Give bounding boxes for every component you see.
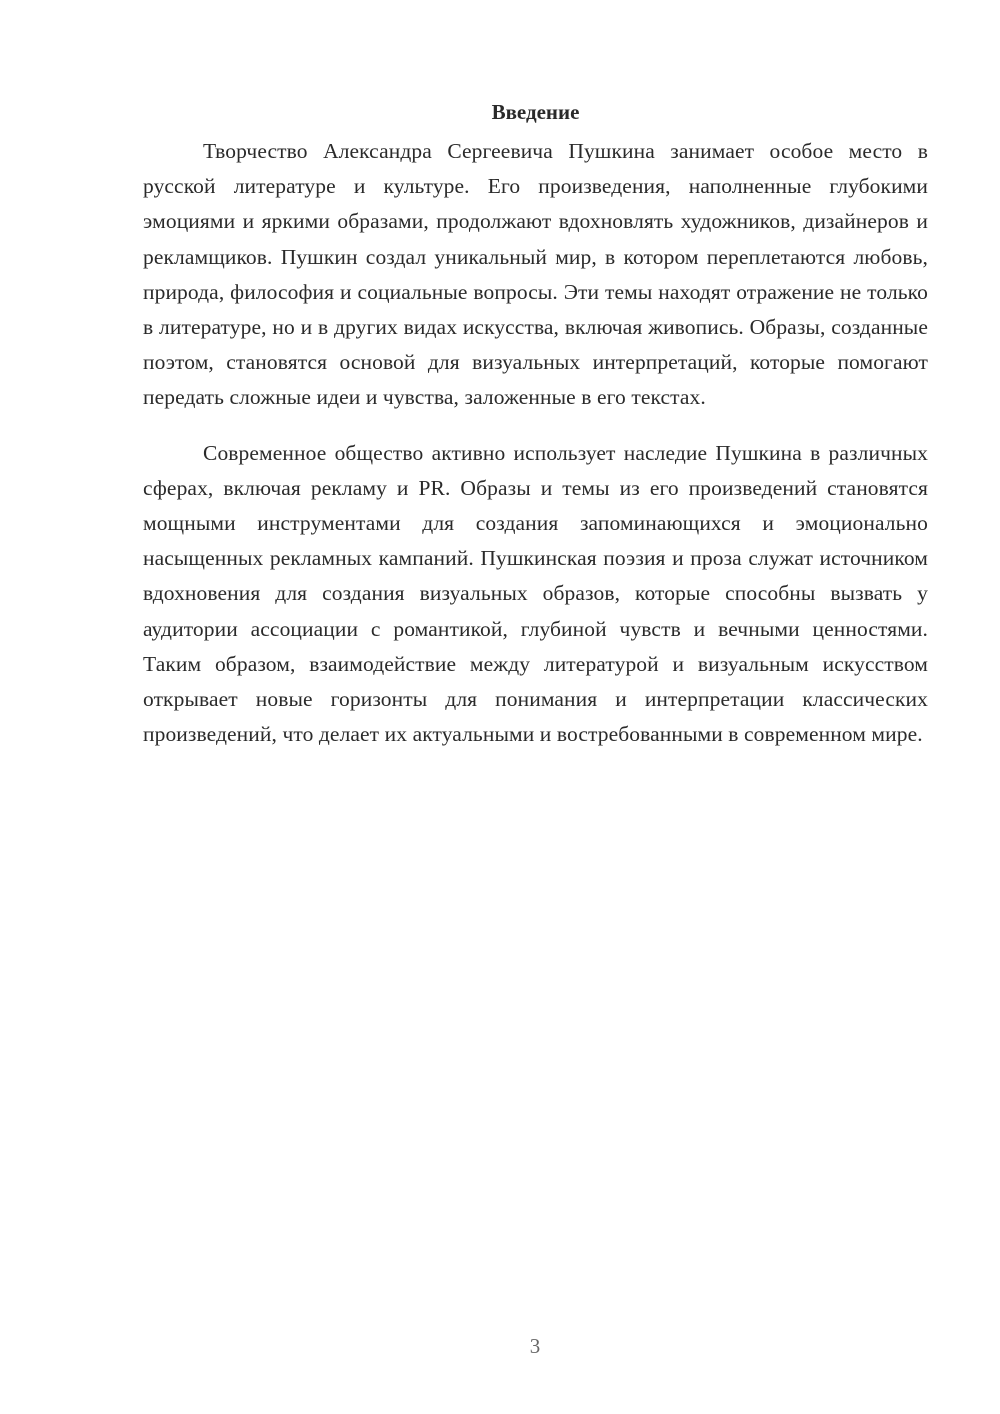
page-number: 3 xyxy=(529,1334,541,1358)
page-content xyxy=(143,96,928,752)
paragraph-1: Творчество Александра Сергеевича Пушкина занимает особое место в русской литературе и культуре. Его произведения, наполненные глубокими эмоциями и яркими образами, продолжают вдохновлять художников, дизайнеров и рекламщиков. Пушкин создал уникальный мир, в котором переплетаются любовь, природа, философия и социальные вопросы. Эти темы находят отражение не только в литературе, но и в других видах искусства, включая живопись. Образы, созданные поэтом, становятся основой для визуальных интерпретаций, которые помогают передать сложные идеи и чувства, заложенные в его текстах. xyxy=(143,139,928,410)
section-heading: Введение xyxy=(491,100,580,124)
paragraph-2: Современное общество активно использует наследие Пушкина в различных сферах, включая рекламу и PR. Образы и темы из его произведений становятся мощными инструментами для создания запоминающихся и эмоционально насыщенных рекламных кампаний. Пушкинская поэзия и проза служат источником вдохновения для создания визуальных образов, которые способны вызвать у аудитории ассоциации с романтикой, глубиной чувств и вечными ценностями. Таким образом, взаимодействие между литературой и визуальным искусством открывает новые горизонты для понимания и интерпретации классических произведений, что делает их актуальными и востребованными в современном мире. xyxy=(143,440,928,747)
